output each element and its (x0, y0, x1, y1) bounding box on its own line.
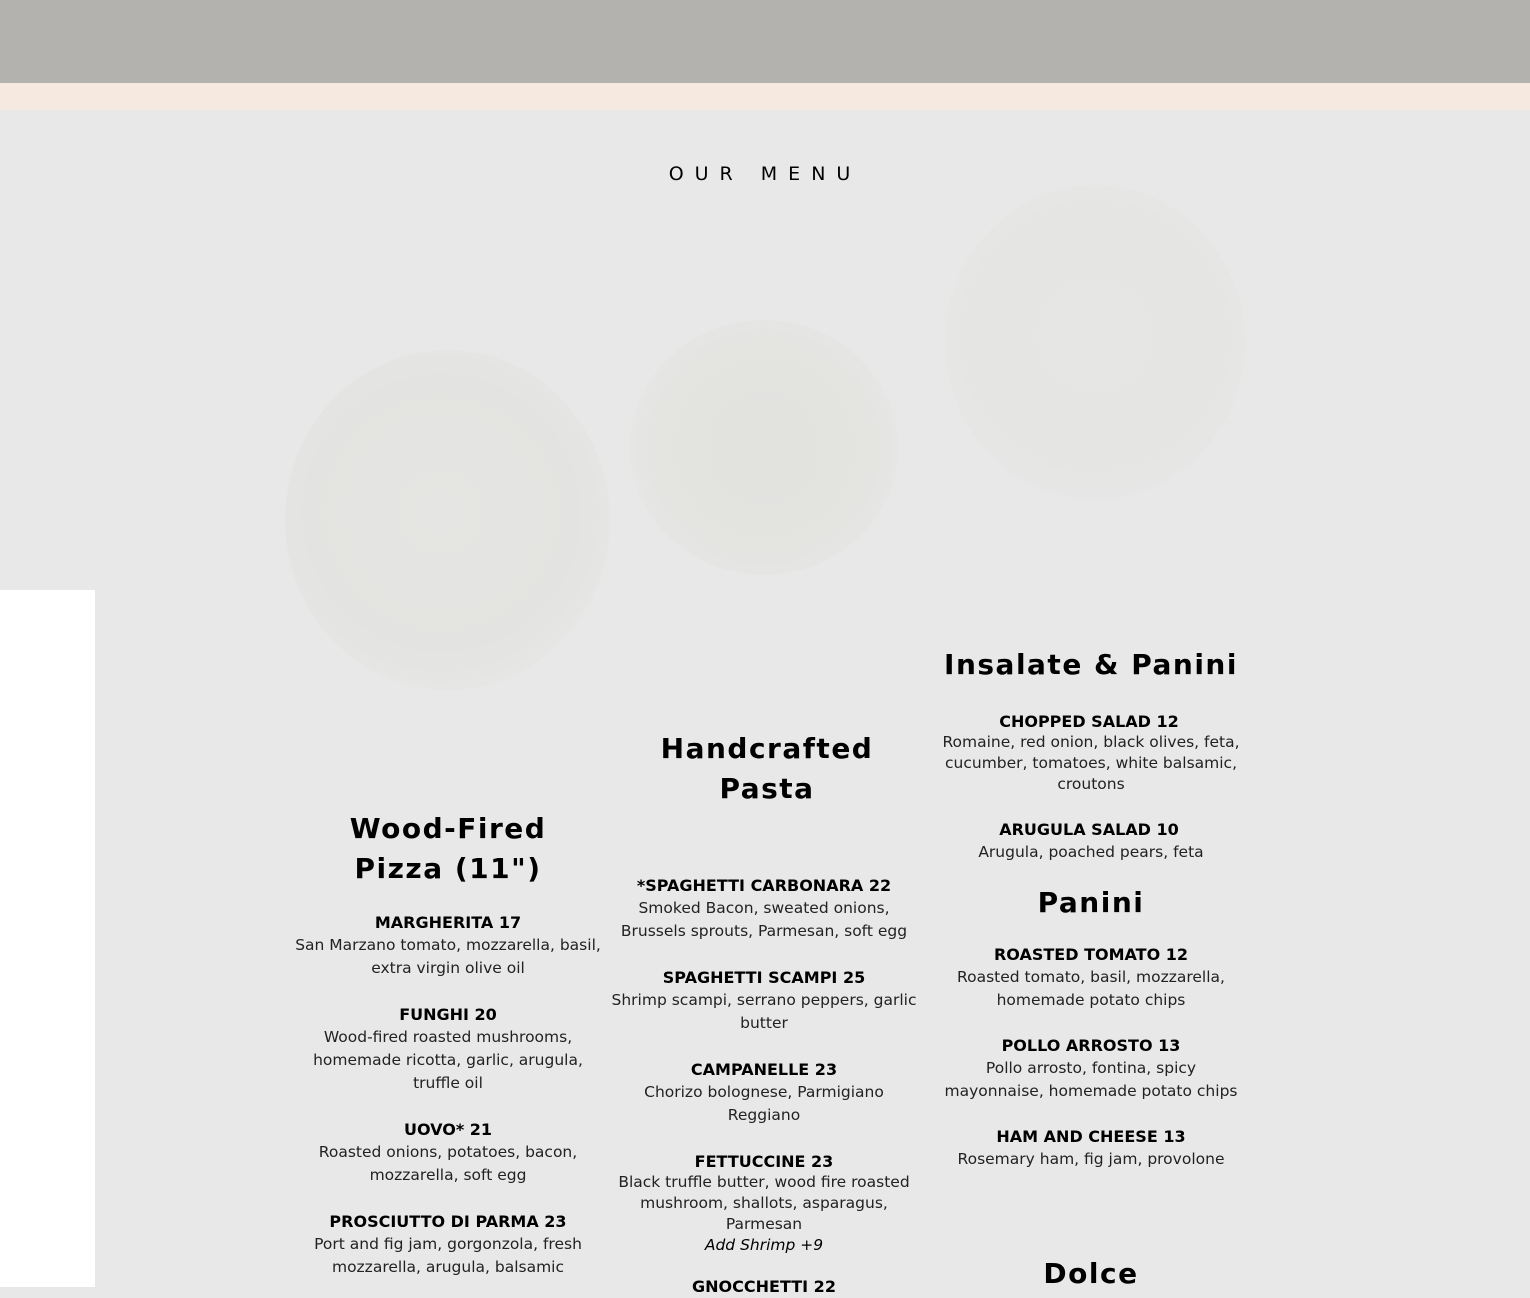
menu-item-desc: Romaine, red onion, black olives, feta, (942, 733, 1240, 751)
menu-item-desc: butter (740, 1014, 788, 1032)
menu-item-desc: Rosemary ham, fig jam, provolone (957, 1150, 1225, 1168)
menu-item-desc: homemade ricotta, garlic, arugula, (313, 1051, 583, 1069)
panini-heading: Panini (1037, 886, 1145, 919)
menu-item-desc: cucumber, tomatoes, white balsamic, (945, 754, 1237, 772)
menu-item-desc: mozzarella, arugula, balsamic (331, 1258, 565, 1276)
pizza-heading-line2: Pizza (11") (354, 852, 542, 885)
pizza-heading-line1: Wood-Fired (349, 812, 547, 845)
menu-item-desc: mozzarella, soft egg (369, 1166, 527, 1184)
menu-item-desc: Roasted tomato, basil, mozzarella, (957, 968, 1225, 986)
menu-item-desc: mayonnaise, homemade potato chips (944, 1082, 1238, 1100)
menu-item-name: UOVO* 21 (403, 1120, 493, 1139)
menu-item-name: SPAGHETTI SCAMPI 25 (662, 968, 866, 987)
menu-item-desc: Port and fig jam, gorgonzola, fresh (314, 1235, 582, 1253)
insalate-heading: Insalate & Panini (944, 648, 1238, 681)
menu-item-desc: Shrimp scampi, serrano peppers, garlic (611, 991, 917, 1009)
menu-item-desc: homemade potato chips (996, 991, 1186, 1009)
pasta-heading-line2: Pasta (719, 772, 815, 805)
menu-item-desc: Reggiano (727, 1106, 801, 1124)
menu-item-name: ROASTED TOMATO 12 (993, 945, 1189, 964)
pasta-column (604, 0, 924, 1296)
menu-item-name: CAMPANELLE 23 (690, 1060, 838, 1079)
menu-item-desc: truffle oil (413, 1074, 483, 1092)
menu-item-addon: Add Shrimp +9 (704, 1236, 824, 1254)
menu-item-desc: mushroom, shallots, asparagus, (640, 1194, 888, 1212)
menu-item-desc: croutons (1057, 775, 1125, 793)
menu-item-desc: Parmesan (725, 1215, 803, 1233)
white-panel (0, 590, 95, 1287)
pasta-heading-line1: Handcrafted (660, 732, 874, 765)
menu-item-name: FUNGHI 20 (399, 1005, 497, 1024)
menu-item-name: HAM AND CHEESE 13 (996, 1127, 1186, 1146)
pizza-column (288, 0, 608, 1287)
page-title: OUR MENU (668, 163, 862, 185)
menu-item-desc: Brussels sprouts, Parmesan, soft egg (620, 922, 908, 940)
menu-item-desc: Chorizo bolognese, Parmigiano (644, 1083, 884, 1101)
menu-item-desc: extra virgin olive oil (371, 959, 525, 977)
menu-item-name: CHOPPED SALAD 12 (999, 712, 1179, 731)
dolce-heading: Dolce (1043, 1257, 1139, 1290)
menu-item-name: GNOCCHETTI 22 (692, 1277, 836, 1296)
menu-item-name: MARGHERITA 17 (374, 913, 522, 932)
menu-item-desc: Wood-fired roasted mushrooms, (323, 1028, 573, 1046)
menu-item-name: POLLO ARROSTO 13 (1001, 1036, 1181, 1055)
menu-item-desc: San Marzano tomato, mozzarella, basil, (295, 936, 601, 954)
menu-item-name: FETTUCCINE 23 (694, 1152, 834, 1171)
menu-item-name: *SPAGHETTI CARBONARA 22 (636, 876, 892, 895)
menu-item-desc: Smoked Bacon, sweated onions, (638, 899, 890, 917)
menu-item-desc: Black truffle butter, wood fire roasted (618, 1173, 910, 1191)
menu-item-desc: Arugula, poached pears, feta (978, 843, 1204, 861)
menu-item-desc: Pollo arrosto, fontina, spicy (985, 1059, 1197, 1077)
menu-item-name: ARUGULA SALAD 10 (999, 820, 1179, 839)
menu-item-desc: Roasted onions, potatoes, bacon, (318, 1143, 578, 1161)
menu-item-name: PROSCIUTTO DI PARMA 23 (329, 1212, 567, 1231)
insalate-column (931, 0, 1251, 1290)
